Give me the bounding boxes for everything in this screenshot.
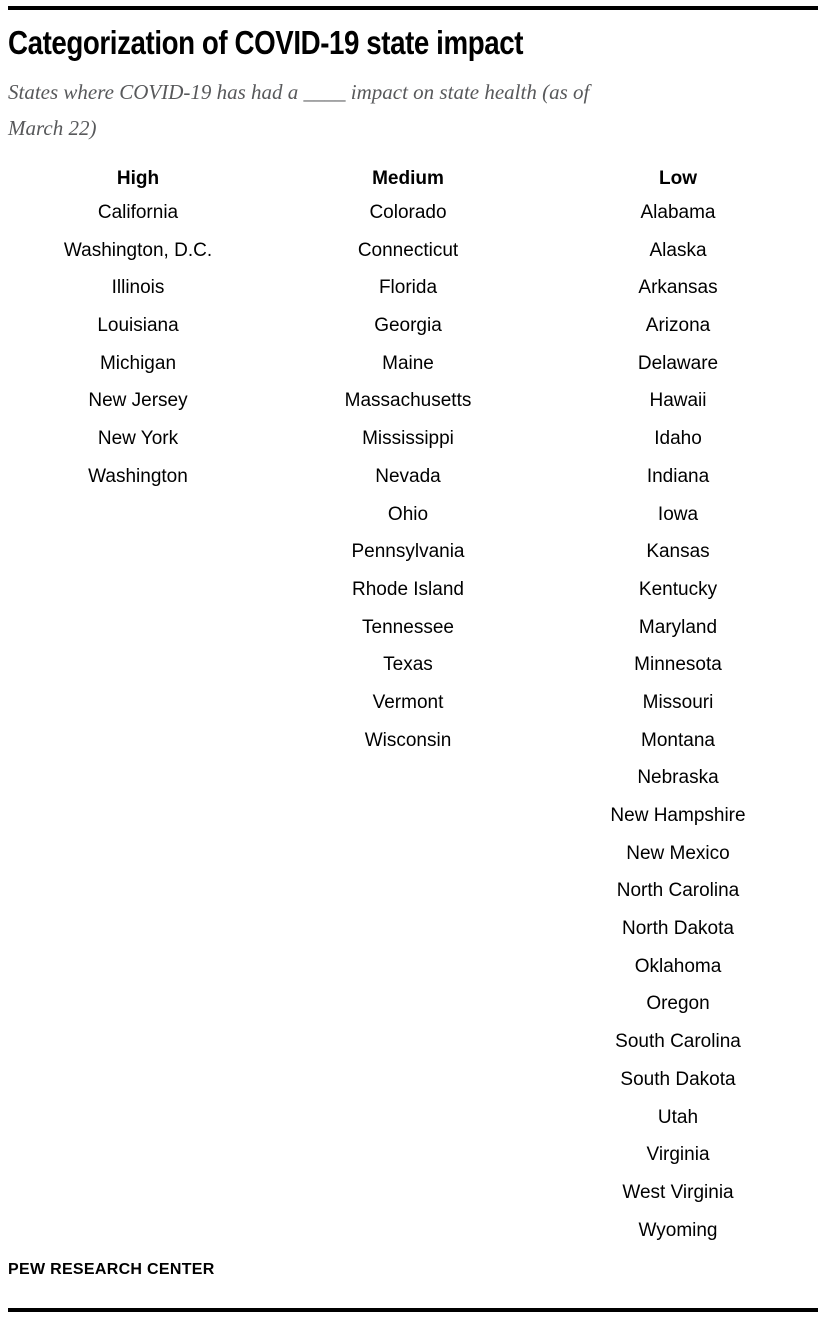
top-rule (8, 6, 818, 10)
list-item: Delaware (637, 352, 719, 374)
list-item: Illinois (111, 277, 165, 299)
list-item: Idaho (654, 428, 702, 450)
list-item: Utah (657, 1106, 699, 1128)
list-item: Colorado (369, 202, 447, 223)
chart-subtitle (8, 74, 589, 146)
list-item: Nevada (375, 465, 441, 487)
list-item: Washington, D.C. (63, 239, 213, 261)
list-item: Tennessee (362, 616, 454, 638)
state-list-high (3, 194, 273, 496)
list-item: Connecticut (357, 239, 459, 261)
list-item: South Dakota (620, 1068, 736, 1090)
column-medium (273, 164, 543, 1249)
list-item: Texas (383, 654, 433, 676)
list-item: Florida (378, 277, 438, 299)
list-item: Kentucky (638, 578, 718, 600)
list-item: Wyoming (638, 1219, 718, 1241)
list-item: California (97, 202, 179, 223)
list-item: Kansas (646, 541, 710, 563)
list-item: Louisiana (97, 315, 179, 337)
list-item: New Hampshire (610, 805, 746, 826)
list-item: New York (97, 428, 179, 450)
list-item: Virginia (646, 1144, 710, 1166)
state-list-medium (273, 194, 543, 759)
list-item: Oklahoma (634, 955, 722, 977)
list-item: Rhode Island (352, 578, 464, 600)
column-header-low: Low (659, 168, 697, 189)
column-low (543, 164, 813, 1249)
chart-title: Categorization of COVID-19 state impact (8, 24, 524, 61)
list-item: New Jersey (88, 390, 188, 412)
list-item: Oregon (646, 993, 710, 1015)
list-item: Washington (88, 465, 188, 487)
list-item: Arizona (645, 315, 711, 337)
list-item: Arkansas (638, 277, 718, 299)
list-item: South Carolina (615, 1031, 741, 1053)
list-item: New Mexico (626, 842, 730, 864)
list-item: Ohio (387, 503, 429, 525)
list-item: Minnesota (634, 654, 722, 676)
list-item: Alabama (640, 202, 716, 223)
list-item: West Virginia (622, 1181, 734, 1203)
list-item: Pennsylvania (351, 541, 465, 563)
list-item: Indiana (646, 465, 710, 487)
list-item: Mississippi (362, 428, 454, 450)
subtitle-line-2: March 22) (8, 116, 97, 140)
list-item: North Carolina (616, 880, 740, 902)
list-item: Vermont (372, 691, 444, 713)
state-list-low (543, 194, 813, 1249)
list-item: Wisconsin (364, 729, 452, 751)
list-item: Maine (382, 352, 434, 374)
list-item: Alaska (649, 239, 707, 261)
list-item: Missouri (642, 691, 714, 713)
subtitle-line-1: States where COVID-19 has had a ____ impact on state health (as of (8, 80, 590, 104)
column-high (3, 164, 273, 1249)
list-item: Nebraska (637, 767, 719, 789)
list-item: Maryland (638, 616, 718, 638)
list-item: Massachusetts (344, 390, 472, 412)
column-header-high: High (116, 168, 160, 189)
bottom-rule (8, 1308, 818, 1312)
list-item: Iowa (657, 503, 699, 525)
list-item: Hawaii (649, 390, 707, 412)
list-item: Montana (641, 729, 715, 751)
column-header-medium: Medium (372, 168, 444, 189)
impact-category-table (3, 164, 813, 1249)
source-label: PEW RESEARCH CENTER (8, 1261, 215, 1278)
list-item: Michigan (99, 352, 177, 374)
list-item: North Dakota (622, 918, 734, 940)
list-item: Georgia (374, 315, 442, 337)
